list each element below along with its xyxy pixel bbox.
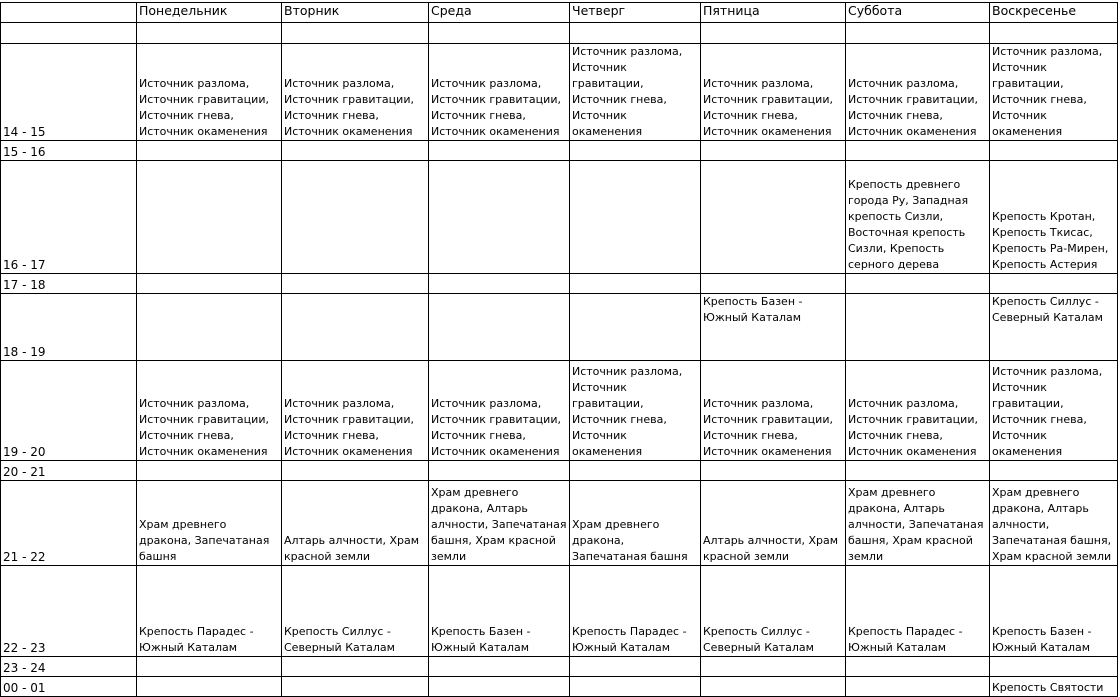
schedule-cell-tuesday [282, 294, 429, 361]
schedule-cell-sunday [990, 657, 1118, 677]
schedule-cell-monday: Источник разлома, Источник гравитации, Источник гнева, Источник окаменения [137, 361, 282, 461]
schedule-cell-wednesday: Крепость Базен - Южный Каталам [429, 566, 570, 657]
day-header-friday: Пятница [701, 3, 846, 23]
schedule-cell-sunday [990, 141, 1118, 161]
schedule-cell-sunday: Крепость Святости [990, 677, 1118, 697]
schedule-cell-friday [701, 141, 846, 161]
schedule-cell-wednesday [429, 677, 570, 697]
schedule-row [1, 294, 1118, 361]
schedule-cell-sunday [990, 274, 1118, 294]
schedule-cell-sunday: Крепость Силлус - Северный Каталам [990, 294, 1118, 361]
time-slot-label: 20 - 21 [1, 461, 137, 481]
schedule-cell-monday [137, 657, 282, 677]
time-slot-label: 15 - 16 [1, 141, 137, 161]
schedule-cell-friday: Источник разлома, Источник гравитации, Источник гнева, Источник окаменения [701, 44, 846, 141]
schedule-cell-saturday [846, 677, 990, 697]
schedule-cell-saturday [846, 657, 990, 677]
schedule-cell-tuesday [282, 141, 429, 161]
day-header-thursday: Четверг [570, 3, 701, 23]
schedule-cell-wednesday [429, 23, 570, 44]
schedule-row [1, 361, 1118, 461]
schedule-row [1, 657, 1118, 677]
schedule-row [1, 141, 1118, 161]
schedule-cell-wednesday: Источник разлома, Источник гравитации, Источник гнева, Источник окаменения [429, 44, 570, 141]
schedule-cell-sunday: Источник разлома, Источник гравитации, Источник гнева, Источник окаменения [990, 44, 1118, 141]
header-row [1, 3, 1118, 23]
schedule-cell-monday: Храм древнего дракона, Запечатаная башня [137, 481, 282, 566]
schedule-row [1, 677, 1118, 697]
schedule-cell-tuesday [282, 677, 429, 697]
day-header-wednesday: Среда [429, 3, 570, 23]
schedule-cell-tuesday: Источник разлома, Источник гравитации, Источник гнева, Источник окаменения [282, 44, 429, 141]
schedule-table [0, 2, 1118, 697]
schedule-cell-saturday: Крепость Парадес - Южный Каталам [846, 566, 990, 657]
time-slot-label: 18 - 19 [1, 294, 137, 361]
schedule-cell-friday: Крепость Силлус - Северный Каталам [701, 566, 846, 657]
schedule-cell-tuesday [282, 23, 429, 44]
schedule-cell-wednesday [429, 161, 570, 274]
schedule-cell-friday: Алтарь алчности, Храм красной земли [701, 481, 846, 566]
day-header-sunday: Воскресенье [990, 3, 1118, 23]
schedule-cell-thursday [570, 274, 701, 294]
schedule-cell-tuesday: Алтарь алчности, Храм красной земли [282, 481, 429, 566]
schedule-cell-monday [137, 294, 282, 361]
schedule-cell-tuesday [282, 461, 429, 481]
schedule-row [1, 23, 1118, 44]
schedule-cell-thursday: Источник разлома, Источник гравитации, Источник гнева, Источник окаменения [570, 361, 701, 461]
schedule-row [1, 566, 1118, 657]
time-slot-label: 23 - 24 [1, 657, 137, 677]
schedule-cell-thursday: Источник разлома, Источник гравитации, Источник гнева, Источник окаменения [570, 44, 701, 141]
schedule-cell-thursday [570, 294, 701, 361]
header-corner-cell [1, 3, 137, 23]
schedule-cell-saturday [846, 294, 990, 361]
schedule-cell-thursday: Крепость Парадес - Южный Каталам [570, 566, 701, 657]
schedule-cell-monday [137, 23, 282, 44]
schedule-cell-thursday [570, 141, 701, 161]
schedule-cell-thursday [570, 23, 701, 44]
schedule-cell-wednesday: Источник разлома, Источник гравитации, Источник гнева, Источник окаменения [429, 361, 570, 461]
schedule-cell-saturday [846, 141, 990, 161]
schedule-cell-thursday [570, 461, 701, 481]
schedule-cell-monday [137, 161, 282, 274]
schedule-cell-wednesday [429, 141, 570, 161]
schedule-cell-friday [701, 161, 846, 274]
time-slot-label: 19 - 20 [1, 361, 137, 461]
schedule-row [1, 44, 1118, 141]
schedule-cell-friday [701, 677, 846, 697]
schedule-cell-tuesday [282, 274, 429, 294]
schedule-cell-wednesday: Храм древнего дракона, Алтарь алчности, Запечатаная башня, Храм красной земли [429, 481, 570, 566]
schedule-cell-sunday: Крепость Базен - Южный Каталам [990, 566, 1118, 657]
schedule-cell-friday [701, 274, 846, 294]
schedule-cell-friday [701, 23, 846, 44]
schedule-cell-thursday [570, 161, 701, 274]
schedule-cell-saturday [846, 274, 990, 294]
schedule-cell-monday: Источник разлома, Источник гравитации, Источник гнева, Источник окаменения [137, 44, 282, 141]
schedule-row [1, 161, 1118, 274]
schedule-cell-monday [137, 461, 282, 481]
schedule-cell-friday: Крепость Базен - Южный Каталам [701, 294, 846, 361]
schedule-cell-sunday: Источник разлома, Источник гравитации, Источник гнева, Источник окаменения [990, 361, 1118, 461]
schedule-cell-thursday [570, 657, 701, 677]
schedule-cell-thursday: Храм древнего дракона, Запечатаная башня [570, 481, 701, 566]
schedule-row [1, 461, 1118, 481]
schedule-cell-sunday: Крепость Кротан, Крепость Ткисас, Крепость Ра-Мирен, Крепость Астерия [990, 161, 1118, 274]
schedule-cell-tuesday [282, 161, 429, 274]
time-slot-label: 14 - 15 [1, 44, 137, 141]
day-header-saturday: Суббота [846, 3, 990, 23]
schedule-cell-thursday [570, 677, 701, 697]
schedule-cell-tuesday [282, 657, 429, 677]
schedule-cell-monday [137, 141, 282, 161]
schedule-cell-monday [137, 677, 282, 697]
schedule-cell-saturday [846, 23, 990, 44]
time-slot-label: 00 - 01 [1, 677, 137, 697]
schedule-cell-monday: Крепость Парадес - Южный Каталам [137, 566, 282, 657]
schedule-cell-tuesday: Источник разлома, Источник гравитации, Источник гнева, Источник окаменения [282, 361, 429, 461]
schedule-cell-saturday: Источник разлома, Источник гравитации, Источник гнева, Источник окаменения [846, 361, 990, 461]
day-header-tuesday: Вторник [282, 3, 429, 23]
schedule-row [1, 481, 1118, 566]
time-slot-label: 22 - 23 [1, 566, 137, 657]
schedule-cell-sunday: Храм древнего дракона, Алтарь алчности, Запечатаная башня, Храм красной земли [990, 481, 1118, 566]
schedule-cell-friday: Источник разлома, Источник гравитации, Источник гнева, Источник окаменения [701, 361, 846, 461]
schedule-cell-friday [701, 461, 846, 481]
schedule-cell-wednesday [429, 274, 570, 294]
time-slot-label: 16 - 17 [1, 161, 137, 274]
schedule-cell-tuesday: Крепость Силлус - Северный Каталам [282, 566, 429, 657]
schedule-cell-wednesday [429, 461, 570, 481]
day-header-monday: Понедельник [137, 3, 282, 23]
schedule-cell-monday [137, 274, 282, 294]
schedule-row [1, 274, 1118, 294]
schedule-cell-saturday: Храм древнего дракона, Алтарь алчности, Запечатаная башня, Храм красной земли [846, 481, 990, 566]
schedule-cell-sunday [990, 461, 1118, 481]
time-slot-label [1, 23, 137, 44]
schedule-cell-sunday [990, 23, 1118, 44]
time-slot-label: 17 - 18 [1, 274, 137, 294]
schedule-cell-friday [701, 657, 846, 677]
schedule-cell-wednesday [429, 657, 570, 677]
schedule-cell-saturday [846, 461, 990, 481]
time-slot-label: 21 - 22 [1, 481, 137, 566]
schedule-cell-saturday: Источник разлома, Источник гравитации, Источник гнева, Источник окаменения [846, 44, 990, 141]
schedule-cell-wednesday [429, 294, 570, 361]
schedule-cell-saturday: Крепость древнего города Ру, Западная крепость Сизли, Восточная крепость Сизли, Крепость серного дерева [846, 161, 990, 274]
